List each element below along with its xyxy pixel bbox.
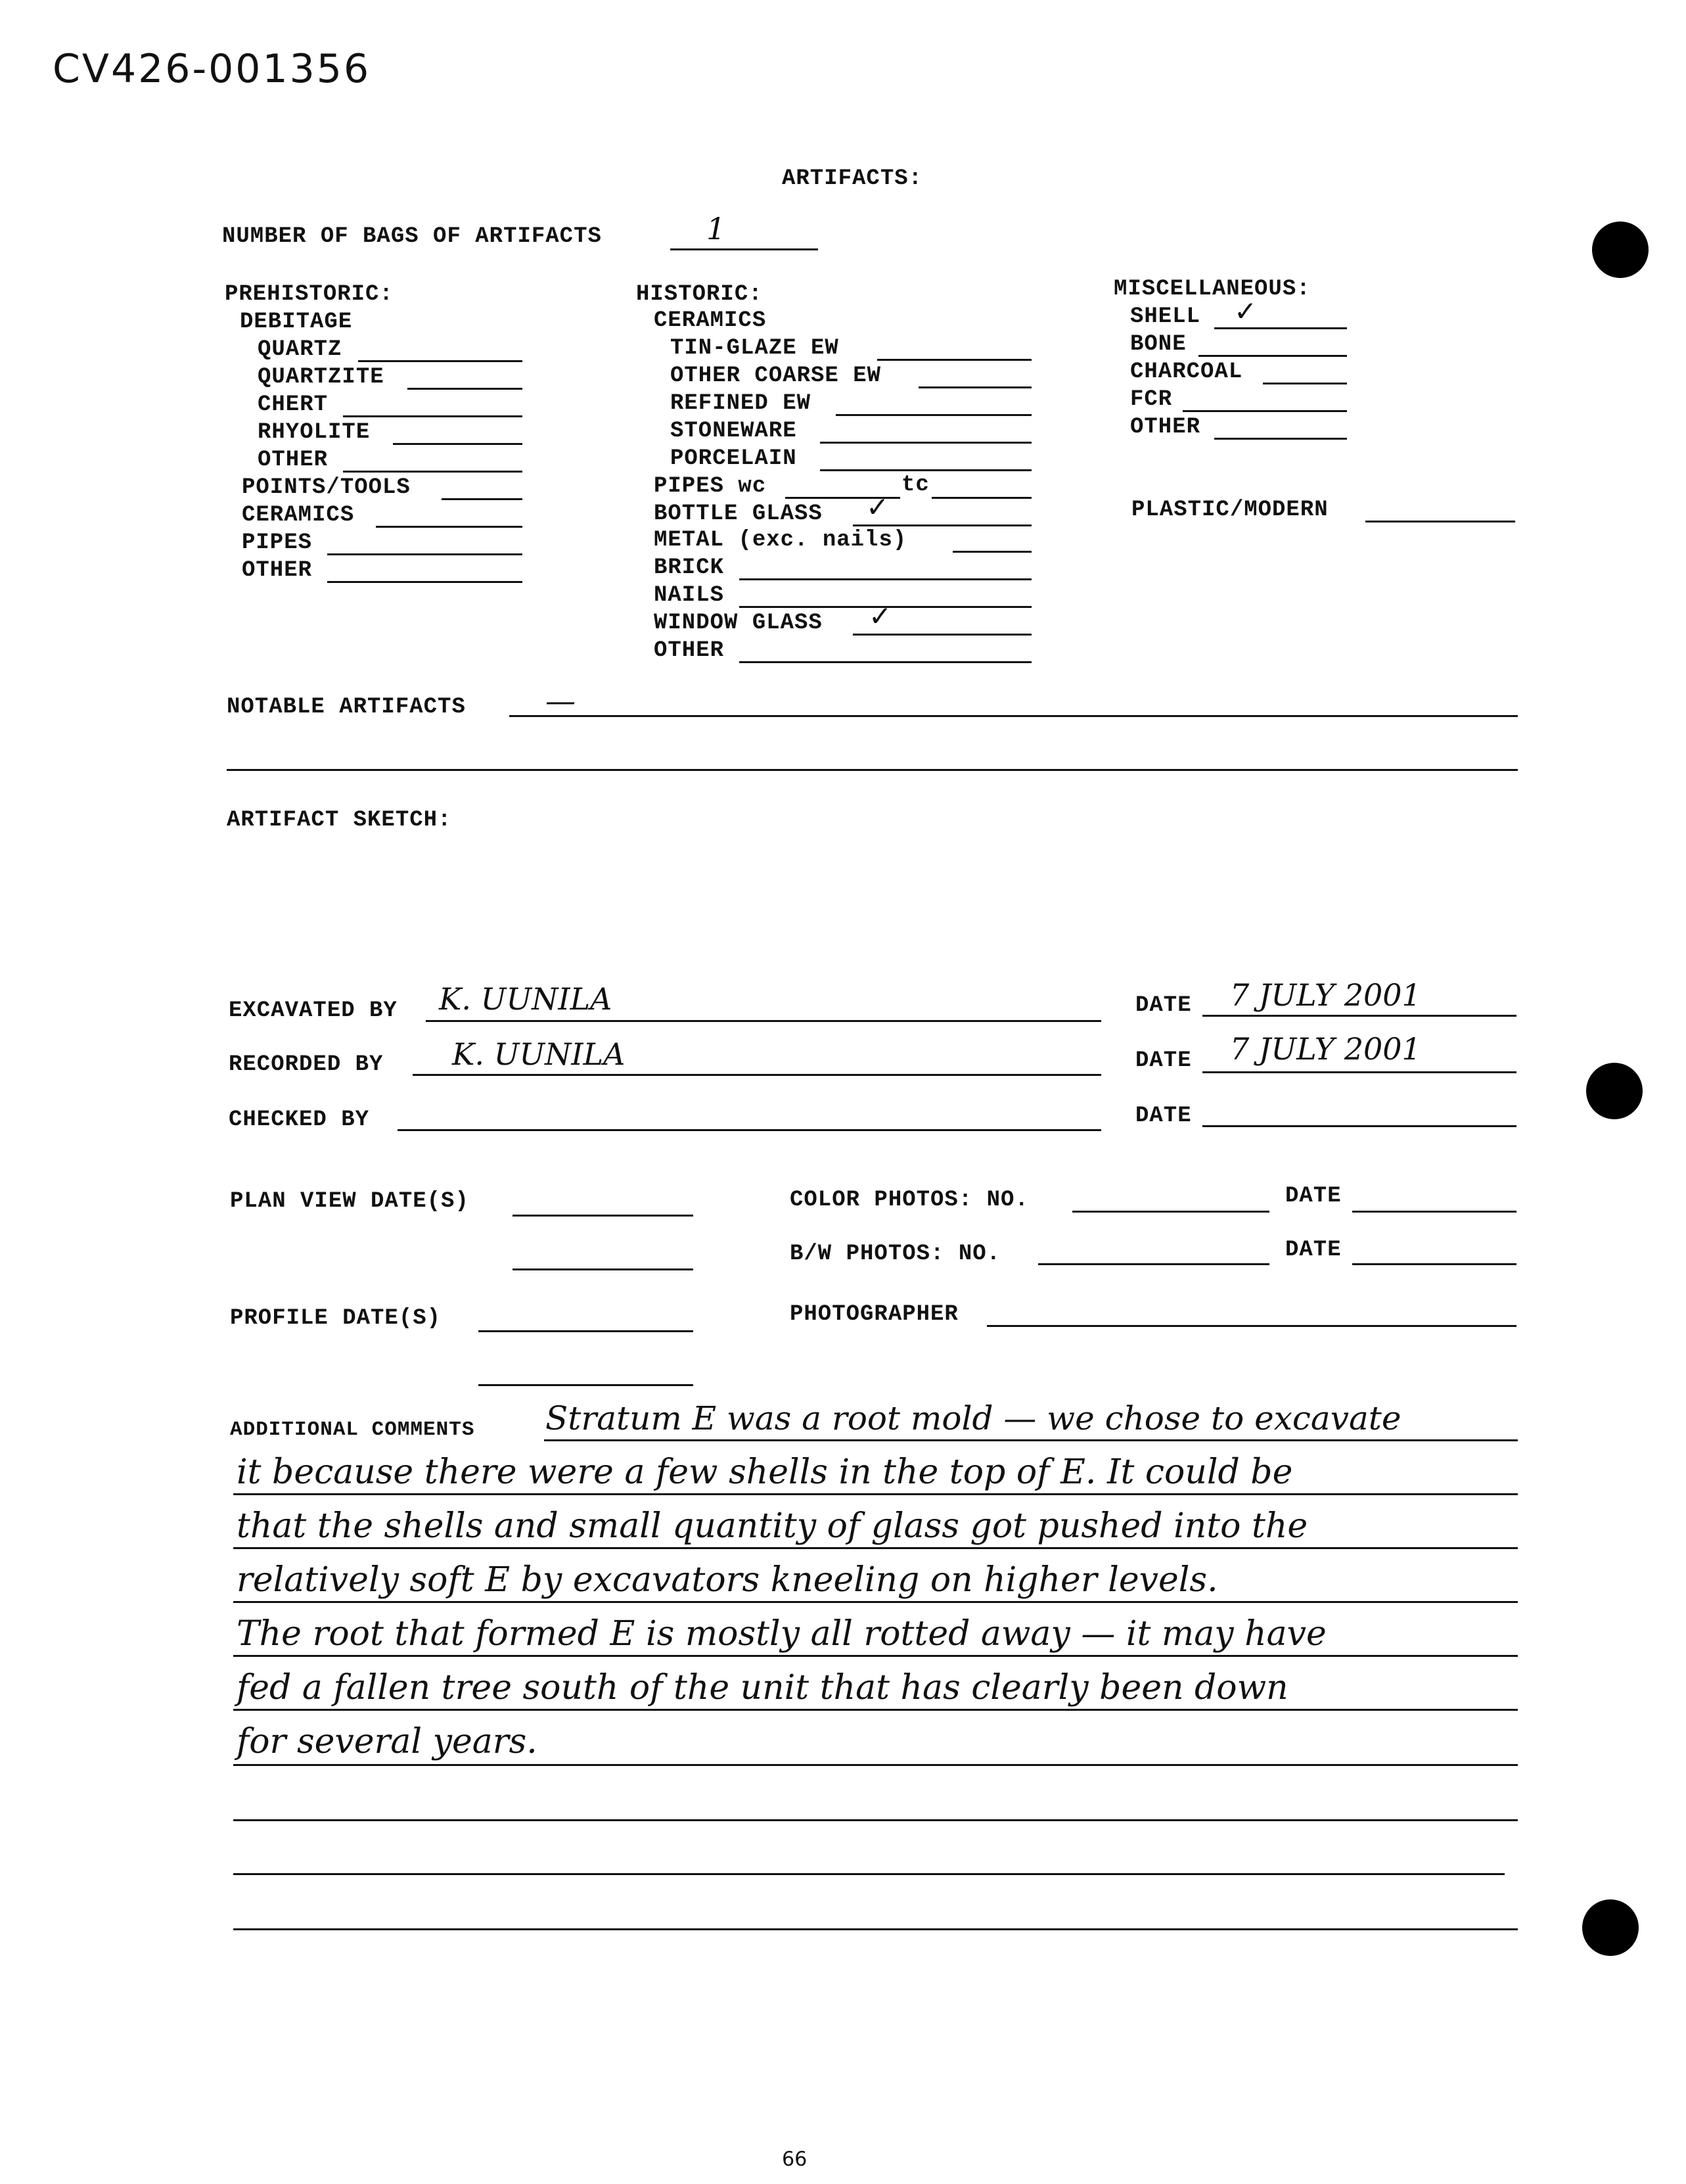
prehistoric-quartz: QUARTZ: [258, 337, 342, 362]
recorded-date-label: DATE: [1135, 1048, 1192, 1073]
misc-heading: MISCELLANEOUS:: [1114, 277, 1311, 302]
prehistoric-ceramics-line: [376, 526, 522, 528]
misc-bone: BONE: [1130, 332, 1187, 357]
historic-refined: REFINED EW: [670, 391, 811, 416]
photographer-line: [987, 1325, 1516, 1327]
prehistoric-pipes: PIPES: [242, 530, 313, 555]
checked-by-line: [398, 1129, 1101, 1131]
recorded-date-value: 7 JULY 2001: [1230, 1031, 1421, 1067]
bottle-glass-checkmark: ✓: [866, 491, 890, 523]
color-photos-date-label: DATE: [1285, 1184, 1342, 1209]
historic-stoneware: STONEWARE: [670, 419, 797, 444]
comment-rule-4: [233, 1601, 1518, 1603]
document-id: CV426-001356: [53, 46, 371, 92]
bags-label: NUMBER OF BAGS OF ARTIFACTS: [222, 224, 602, 249]
prehistoric-quartz-line: [358, 360, 522, 362]
prehistoric-points-tools: POINTS/TOOLS: [242, 475, 411, 500]
profile-date-line-2: [478, 1384, 693, 1386]
historic-tin-glaze: TIN-GLAZE EW: [670, 336, 839, 361]
plastic-modern-line: [1365, 521, 1515, 523]
excavated-by-line: [426, 1020, 1101, 1022]
bw-photos-date-label: DATE: [1285, 1238, 1342, 1263]
prehistoric-pipes-line: [327, 553, 522, 555]
form-title: ARTIFACTS:: [782, 166, 923, 191]
excavated-date-value: 7 JULY 2001: [1230, 977, 1421, 1013]
historic-tin-glaze-line: [877, 359, 1032, 361]
comment-rule-5: [233, 1655, 1518, 1657]
recorded-date-line: [1202, 1071, 1516, 1073]
comment-rule-8: [233, 1819, 1518, 1821]
shell-checkmark: ✓: [1234, 295, 1258, 327]
misc-shell: SHELL: [1130, 304, 1201, 329]
excavated-by-value: K. UUNILA: [439, 981, 612, 1017]
historic-refined-line: [836, 414, 1032, 416]
prehistoric-rhyolite: RHYOLITE: [258, 420, 371, 445]
comment-line: for several years.: [237, 1722, 537, 1761]
historic-other: OTHER: [654, 638, 725, 663]
plan-view-line-2: [513, 1268, 693, 1270]
bw-photos-date-line: [1352, 1263, 1516, 1265]
historic-window-glass: WINDOW GLASS: [654, 611, 823, 636]
color-photos-no-line: [1072, 1211, 1269, 1213]
comment-rule-10: [233, 1928, 1518, 1930]
comment-line: fed a fallen tree south of the unit that has clearly been down: [237, 1668, 1288, 1708]
notable-artifacts-line-2: [227, 769, 1518, 771]
checked-date-line: [1202, 1125, 1516, 1127]
comment-line: that the shells and small quantity of glass got pushed into the: [237, 1506, 1308, 1546]
additional-comments-label: ADDITIONAL COMMENTS: [230, 1418, 475, 1441]
historic-ceramics: CERAMICS: [654, 308, 767, 333]
bw-photos-label: B/W PHOTOS: NO.: [790, 1242, 1001, 1266]
recorded-by-value: K. UUNILA: [452, 1036, 626, 1072]
misc-charcoal: CHARCOAL: [1130, 360, 1243, 384]
binder-hole-bottom: [1582, 1899, 1639, 1956]
historic-metal: METAL (exc. nails): [654, 528, 907, 553]
color-photos-label: COLOR PHOTOS: NO.: [790, 1188, 1029, 1213]
checked-by-label: CHECKED BY: [229, 1107, 370, 1132]
notable-artifacts-value: —: [545, 683, 576, 718]
binder-hole-top: [1592, 221, 1649, 278]
plastic-modern-label: PLASTIC/MODERN: [1131, 498, 1329, 523]
historic-metal-line: [953, 551, 1032, 553]
prehistoric-ceramics: CERAMICS: [242, 503, 355, 528]
historic-window-glass-line: [853, 634, 1032, 636]
photographer-label: PHOTOGRAPHER: [790, 1302, 959, 1327]
misc-bone-line: [1198, 355, 1347, 357]
historic-other-coarse-line: [919, 386, 1032, 388]
misc-other-line: [1214, 438, 1347, 440]
prehistoric-debitage: DEBITAGE: [240, 310, 353, 335]
prehistoric-other-debitage-line: [343, 471, 522, 473]
historic-nails: NAILS: [654, 583, 725, 608]
historic-pipes-wc: PIPES wc: [654, 474, 767, 499]
bw-photos-no-line: [1038, 1263, 1269, 1265]
excavated-by-label: EXCAVATED BY: [229, 998, 398, 1023]
prehistoric-other-line: [327, 581, 522, 583]
profile-date-label: PROFILE DATE(S): [230, 1306, 442, 1331]
historic-bottle-glass: BOTTLE GLASS: [654, 501, 823, 526]
prehistoric-quartzite-line: [407, 388, 522, 390]
color-photos-date-line: [1352, 1211, 1516, 1213]
plan-view-line-1: [513, 1215, 693, 1217]
prehistoric-points-tools-line: [442, 498, 522, 500]
historic-brick: BRICK: [654, 555, 725, 580]
prehistoric-chert-line: [343, 415, 522, 417]
prehistoric-chert: CHERT: [258, 392, 329, 417]
comment-rule-9: [233, 1873, 1505, 1875]
notable-artifacts-label: NOTABLE ARTIFACTS: [227, 695, 466, 720]
historic-brick-line: [739, 578, 1032, 580]
prehistoric-quartzite: QUARTZITE: [258, 365, 384, 390]
historic-porcelain-line: [820, 469, 1032, 471]
prehistoric-rhyolite-line: [393, 443, 522, 445]
comment-line: Stratum E was a root mold — we chose to excavate: [545, 1399, 1401, 1437]
bags-value: 1: [706, 211, 726, 246]
historic-heading: HISTORIC:: [636, 282, 763, 307]
historic-other-coarse: OTHER COARSE EW: [670, 363, 882, 388]
historic-stoneware-line: [820, 442, 1032, 444]
comment-line: it because there were a few shells in the top of E. It could be: [237, 1452, 1293, 1492]
historic-porcelain: PORCELAIN: [670, 446, 797, 471]
notable-artifacts-line: [509, 715, 1518, 717]
prehistoric-heading: PREHISTORIC:: [225, 282, 394, 307]
recorded-by-line: [413, 1074, 1101, 1076]
misc-other: OTHER: [1130, 415, 1201, 440]
misc-fcr: FCR: [1130, 387, 1173, 412]
historic-pipes-tc-line: [932, 497, 1032, 499]
bags-line: [670, 248, 818, 250]
misc-fcr-line: [1183, 410, 1347, 412]
excavated-date-line: [1202, 1015, 1516, 1017]
comment-rule-7: [233, 1764, 1518, 1766]
historic-bottle-glass-line: [853, 524, 1032, 526]
window-glass-checkmark: ✓: [869, 600, 892, 632]
comment-rule-2: [233, 1493, 1518, 1495]
prehistoric-other-debitage: OTHER: [258, 448, 329, 473]
misc-charcoal-line: [1263, 383, 1347, 384]
artifact-sketch-label: ARTIFACT SKETCH:: [227, 808, 452, 833]
excavated-date-label: DATE: [1135, 993, 1192, 1018]
checked-date-label: DATE: [1135, 1104, 1192, 1128]
plan-view-label: PLAN VIEW DATE(S): [230, 1189, 469, 1214]
historic-other-line: [739, 661, 1032, 663]
comment-rule-6: [233, 1709, 1518, 1711]
comment-line: The root that formed E is mostly all rotted away — it may have: [237, 1614, 1327, 1654]
historic-pipes-tc: tc: [901, 473, 930, 498]
profile-date-line-1: [478, 1330, 693, 1332]
prehistoric-other: OTHER: [242, 558, 313, 583]
binder-hole-middle: [1586, 1063, 1643, 1119]
comment-rule-1: [544, 1439, 1518, 1441]
comment-line: relatively soft E by excavators kneeling on higher levels.: [237, 1560, 1218, 1600]
footer-mark: 99: [782, 2146, 808, 2169]
misc-shell-line: [1214, 327, 1347, 329]
comment-rule-3: [233, 1547, 1518, 1549]
recorded-by-label: RECORDED BY: [229, 1052, 384, 1077]
